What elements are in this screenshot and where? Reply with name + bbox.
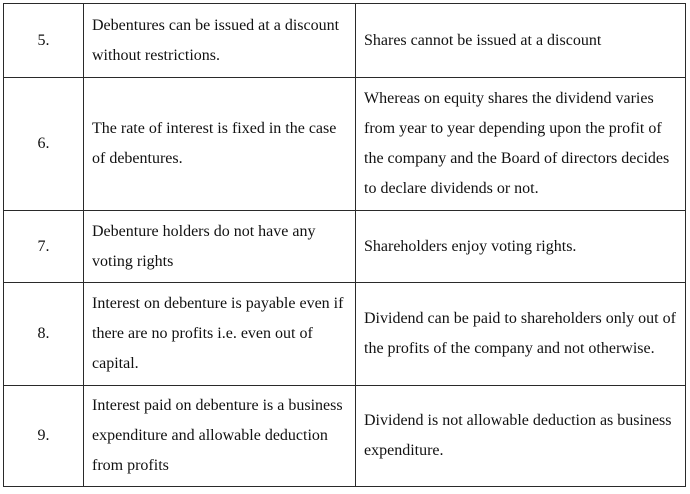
share-cell <box>356 283 686 386</box>
share-text: Dividend is not allowable deduction as business expenditure. <box>364 412 672 459</box>
share-cell <box>356 78 686 211</box>
share-cell <box>356 386 686 487</box>
debenture-cell <box>84 211 356 283</box>
debenture-text: The rate of interest is fixed in the case of debentures. <box>92 120 337 167</box>
row-number: 9. <box>4 386 84 487</box>
table-row <box>4 211 686 283</box>
comparison-table-body <box>4 4 686 487</box>
debenture-text: Debenture holders do not have any voting rights <box>92 222 316 270</box>
debenture-text: Debentures can be issued at a discount without restrictions. <box>92 16 340 64</box>
debenture-cell <box>84 283 356 386</box>
debenture-cell <box>84 78 356 211</box>
share-text: Dividend can be paid to shareholders only out of the profits of the company and not otherwise. <box>364 310 676 357</box>
table-row <box>4 386 686 487</box>
table-row <box>4 78 686 211</box>
debenture-text: Interest paid on debenture is a business expenditure and allowable deduction from profits <box>92 397 343 474</box>
row-number: 8. <box>4 283 84 386</box>
table-row <box>4 283 686 386</box>
share-text: Shareholders enjoy voting rights. <box>364 237 577 255</box>
comparison-table <box>3 3 686 487</box>
row-number: 7. <box>4 211 84 283</box>
row-number: 5. <box>4 4 84 78</box>
share-cell <box>356 211 686 283</box>
debenture-text: Interest on debenture is payable even if there are no profits i.e. even out of capital. <box>92 295 344 372</box>
share-cell <box>356 4 686 78</box>
debenture-cell <box>84 386 356 487</box>
share-text: Shares cannot be issued at a discount <box>364 31 602 49</box>
debenture-cell <box>84 4 356 78</box>
row-number: 6. <box>4 78 84 211</box>
share-text: Whereas on equity shares the dividend varies from year to year depending upon the profit of the company and the Board of directors decides to declare dividends or not. <box>364 90 670 197</box>
table-row <box>4 4 686 78</box>
